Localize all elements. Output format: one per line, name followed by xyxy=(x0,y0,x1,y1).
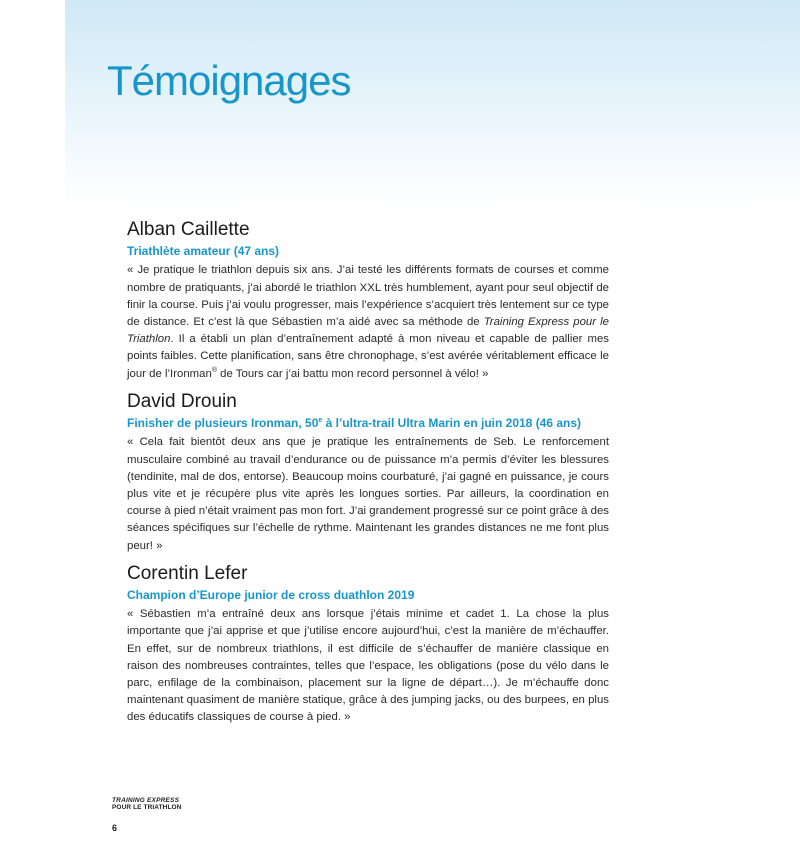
testimonial-quote: « Cela fait bientôt deux ans que je pratique les entraînements de Seb. Le renforcement musculaire combiné au travail d’endurance ou de puissance m’a permis d’éviter les blessures (tendinite, mal de dos, entorse). Beaucoup moins courbaturé, j’ai gagné en puissance, je cours plus vite et je récupère plus vite après les longues sorties. Par ailleurs, la coordination en course à pied n’était vraiment pas mon fort. J’ai grandement progressé sur ce point grâce à des séances spécifiques sur l’échelle de rythme. Maintenant les grandes distances ne me font plus peur! » xyxy=(127,436,609,552)
testimonial-david xyxy=(127,391,609,555)
footer-brand-logo: TRAINING EXPRESS POUR LE TRIATHLON xyxy=(112,797,182,811)
testimonial-quote: « Sébastien m’a entraîné deux ans lorsque j’étais minime et cadet 1. La chose la plus importante que j’ai apprise et que j’utilise encore aujourd’hui, c’est la manière de m’échauffer. En effet, sur de nombreux triathlons, il est difficile de s’échauffer de manière classique en raison des nombreuses contraintes, telles que l’espace, les obligations (pose du vélo dans le parc, enfilage de la combinaison, placement sur la ligne de départ…). Je m’échauffe donc maintenant quasiment de manière statique, grâce à des jumping jacks, ou des burpees, en plus des éducatifs classiques de course à pied. » xyxy=(127,608,609,724)
testimonial-name: David Drouin xyxy=(127,390,237,412)
testimonial-role: Champion d’Europe junior de cross duathlon 2019 xyxy=(127,587,415,602)
testimonial-name: Corentin Lefer xyxy=(127,562,248,584)
header-background xyxy=(65,0,800,208)
page-number: 6 xyxy=(112,823,118,833)
testimonial-role: Finisher de plusieurs Ironman, 50e à l’ultra-trail Ultra Marin en juin 2018 (46 ans) xyxy=(127,415,582,430)
testimonial-name: Alban Caillette xyxy=(127,219,250,240)
testimonial-alban xyxy=(127,219,609,383)
testimonials-section xyxy=(127,219,609,735)
testimonial-corentin xyxy=(127,563,609,727)
testimonial-quote: « Je pratique le triathlon depuis six ans. J’ai testé les différents formats de courses et comme nombre de pratiquants, j’ai abordé le triathlon XXL très humblement, ayant pour seul objectif de finir la course. Puis j’ai voulu progresser, mais l’expérience s’acquiert très lentement sur ce type de distance. Et c’est là que Sébastien m’a aidé avec sa méthode de Training Express pour le Triathlon. Il a établi un plan d’entraînement adapté à mon niveau et capable de pallier mes points faibles. Cette planification, sans être chronophage, s’est avérée véritablement efficace le jour de l’Ironman® de Tours car j’ai battu mon record personnel à vélo! » xyxy=(127,264,609,380)
book-title: Training Express pour le Triathlon xyxy=(127,316,609,346)
testimonial-role: Triathlète amateur (47 ans) xyxy=(127,243,280,258)
page-title: Témoignages xyxy=(107,57,351,104)
